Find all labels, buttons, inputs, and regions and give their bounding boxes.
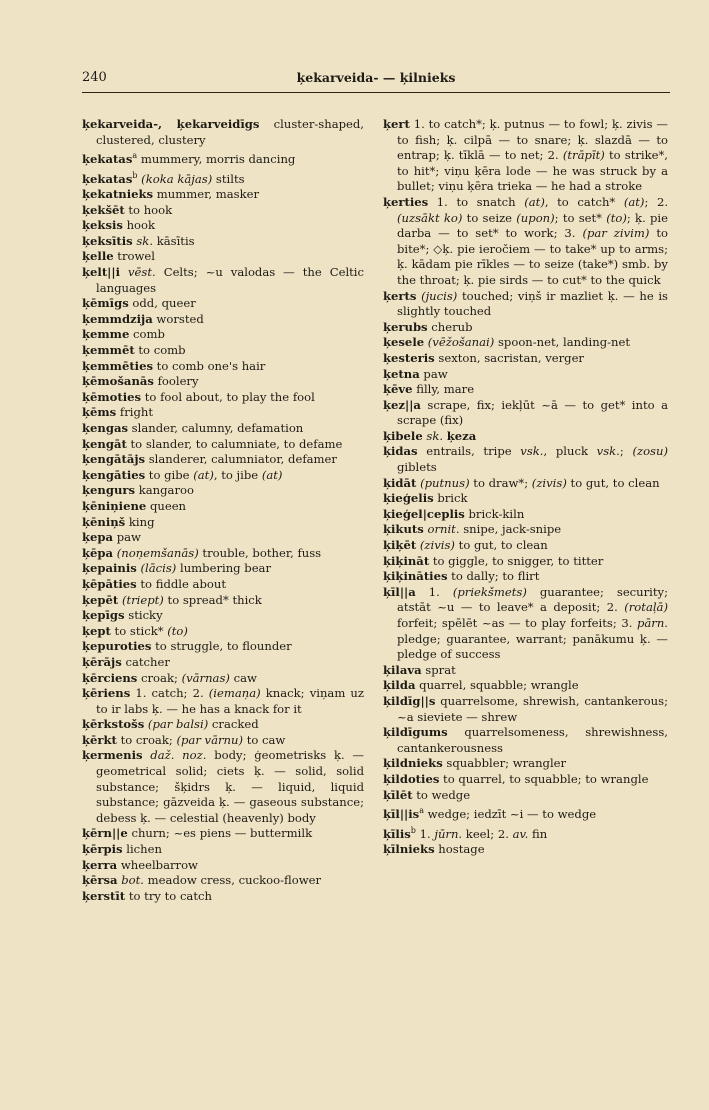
entry-headword: ķērājs	[82, 654, 122, 669]
entry-text: quarrel, squabble; wrangle	[415, 678, 579, 693]
dictionary-entry	[82, 515, 364, 531]
dictionary-entry	[82, 421, 364, 437]
dictionary-entry	[82, 671, 364, 687]
entry-label-italic: vsk.	[596, 444, 620, 459]
entry-headword: ķemmēties	[82, 358, 153, 373]
entry-text: to gibe	[145, 467, 194, 482]
entry-text: sticky	[124, 608, 163, 623]
entry-headword: ķerra	[82, 857, 118, 872]
entry-text: to giggle, to snigger, to titter	[429, 553, 604, 568]
entry-label-italic: (zivis)	[531, 475, 567, 490]
entry-text: comb	[129, 327, 165, 342]
entry-headword: ķēmošanās	[82, 374, 154, 389]
entry-label-italic: vēst.	[128, 265, 156, 280]
dictionary-entry	[82, 483, 364, 499]
running-head: ķekarveida- — ķilnieks	[296, 70, 456, 85]
entry-text: to seize	[462, 210, 517, 225]
dictionary-entry	[82, 296, 364, 312]
entry-text: , to catch*	[544, 194, 624, 209]
entry-text: slanderer, calumniator, defamer	[145, 452, 337, 467]
dictionary-entry	[82, 546, 364, 562]
entry-headword: ķengāties	[82, 467, 146, 482]
entry-headword: ķept	[82, 623, 111, 638]
entry-headword: ķengas	[82, 421, 128, 435]
entry-text: kāsītis	[153, 233, 195, 248]
dictionary-entry	[82, 405, 364, 421]
entry-text: queen	[146, 498, 187, 513]
entry-text: fin	[528, 826, 548, 841]
dictionary-entry	[383, 725, 668, 756]
entry-headword: ķekatnieks	[82, 187, 154, 202]
header-rule	[82, 92, 670, 93]
entry-text: trouble, bother, fuss	[198, 545, 322, 560]
entry-text: trowel	[113, 249, 155, 264]
dictionary-entry	[82, 218, 364, 234]
dictionary-entry	[383, 569, 668, 585]
dictionary-entry	[82, 249, 364, 265]
entry-text: lumbering bear	[176, 561, 272, 576]
entry-label-italic: (zivis)	[419, 538, 455, 553]
entry-label-italic: (upon)	[516, 210, 555, 225]
entry-headword: ķēmoties	[82, 389, 142, 404]
entry-text: paw	[113, 530, 141, 545]
dictionary-entry	[82, 187, 364, 203]
entry-label-italic: (putnus)	[420, 475, 470, 490]
entry-text: knack; viņam uz to ir labs ķ. — he has a knack for it	[96, 686, 365, 716]
dictionary-entry	[82, 639, 364, 655]
dictionary-entry	[82, 452, 364, 468]
entry-text: to comb one's hair	[152, 358, 266, 373]
entry-text: to strike*, to hit*; viņu ķēra lode — he was struck by a bullet; viņu ķēra trieka — he had a stroke	[397, 148, 668, 194]
dictionary-entry	[82, 577, 364, 593]
dictionary-entry	[383, 788, 668, 804]
entry-label-italic: (par balsi)	[147, 717, 209, 732]
entry-label-italic: (at)	[193, 467, 214, 482]
dictionary-entry	[383, 678, 668, 694]
entry-headword: ķerts	[383, 288, 417, 303]
dictionary-entry	[82, 168, 364, 187]
entry-text: Celts; ~u valodas — the Celtic languages	[96, 265, 365, 295]
entry-headword: ķildnieks	[383, 756, 443, 771]
entry-headword: ķērkstošs	[82, 717, 145, 732]
entry-text: , to jibe	[213, 467, 262, 482]
entry-label-italic: (uzsākt ko)	[397, 210, 463, 225]
entry-text: to fiddle about	[136, 576, 226, 591]
entry-text: to spread* thick	[163, 592, 262, 607]
dictionary-entry	[383, 476, 668, 492]
dictionary-entry	[383, 663, 668, 679]
entry-headword: ķilava	[383, 662, 422, 677]
entry-text: cracked	[208, 717, 259, 732]
entry-label-italic: (at)	[261, 467, 283, 482]
entry-text: kangaroo	[135, 483, 194, 498]
entry-label-italic: ornit.	[427, 522, 460, 537]
entry-headword: ķepuroties	[82, 639, 152, 654]
entry-label-italic: (par zivim)	[582, 226, 650, 241]
entry-headword: ķēriens	[82, 686, 131, 701]
entry-text: ;	[619, 444, 633, 459]
entry-text: mummer, masker	[153, 187, 260, 202]
entry-headword: ķeksītis	[82, 233, 133, 248]
dictionary-entry	[82, 733, 364, 749]
entry-text: 1.	[415, 584, 453, 599]
entry-headword: ķengātājs	[82, 452, 146, 467]
entry-text: brick-kiln	[464, 506, 525, 521]
entry-headword: ķepa	[82, 530, 114, 545]
entry-text: body; ģeometrisks ķ. — geometrical solid; ciets ķ. — solid, solid substance; šķidrs ķ. — liquid, liquid substance; gāzveida ķ. — gaseous substance; debess ķ. — celestial (heavenly) body	[96, 748, 365, 825]
entry-text: scrape, fix; iekļūt ~ā — to get* into a scrape (fix)	[397, 397, 668, 428]
dictionary-entry	[82, 858, 364, 874]
entry-text: ; to set*	[554, 210, 607, 225]
dictionary-entry	[82, 343, 364, 359]
entry-headword: ķekšēt	[82, 202, 125, 217]
dictionary-entry	[383, 585, 668, 663]
entry-headword: ķīl||is	[383, 806, 420, 821]
entry-headword: ķerstīt	[82, 888, 126, 903]
entry-headword: ķieģel|ceplis	[383, 506, 465, 521]
entry-headword: ķīlēt	[383, 787, 413, 802]
entry-headword: ķekatas	[82, 171, 133, 186]
dictionary-entry	[383, 398, 668, 429]
entry-text: king	[125, 514, 155, 529]
page-number: 240	[82, 70, 107, 85]
entry-headword: ķesele	[383, 335, 425, 350]
entry-text: to struggle, to flounder	[151, 639, 292, 654]
entry-headword: ķiķēt	[383, 538, 417, 553]
entry-label-italic: (vēžošanai)	[427, 335, 495, 350]
dictionary-entry	[383, 117, 668, 195]
entry-text: to quarrel, to squabble; to wrangle	[439, 771, 649, 786]
entry-label-italic: jūrn.	[434, 826, 463, 841]
entry-headword: ķez||a	[383, 397, 421, 412]
entry-label-italic: (to)	[606, 210, 627, 225]
entry-headword: ķengurs	[82, 483, 136, 498]
dictionary-entry	[383, 507, 668, 523]
entry-text: to gut, to clean	[454, 538, 548, 553]
entry-label-italic: daž. noz.	[150, 748, 207, 763]
dictionary-entry	[82, 374, 364, 390]
dictionary-entry	[383, 823, 668, 842]
entry-label-italic: (koka kājas)	[141, 171, 213, 186]
dictionary-entry	[82, 608, 364, 624]
dictionary-entry	[82, 327, 364, 343]
dictionary-entry	[383, 803, 668, 822]
entry-text: hook	[122, 218, 156, 233]
entry-text: slander, calumny, defamation	[128, 421, 304, 435]
dictionary-entry	[82, 842, 364, 858]
entry-text: guarantee; security; atstāt ~u — to leave* a deposit; 2.	[397, 584, 668, 615]
dictionary-entry	[82, 561, 364, 577]
dictionary-entry	[383, 694, 668, 725]
entry-text: keel; 2.	[462, 826, 513, 841]
entry-headword: ķelt||i	[82, 265, 121, 280]
entry-headword: ķērsa	[82, 873, 118, 888]
entry-text: , pluck	[543, 444, 597, 459]
dictionary-entry	[383, 195, 668, 289]
entry-text: 1. to snatch	[428, 194, 525, 209]
dictionary-entry	[82, 390, 364, 406]
dictionary-entry	[383, 320, 668, 336]
entry-headword: ķidāt	[383, 475, 417, 490]
entry-label-italic: (to)	[167, 623, 188, 638]
entry-headword: ķēniņiene	[82, 498, 147, 513]
entry-text: cherub	[427, 319, 473, 334]
entry-headword: ķepēt	[82, 592, 119, 607]
entry-headword: ķēmīgs	[82, 296, 129, 311]
entry-label-italic: (lācis)	[140, 561, 177, 576]
left-column	[82, 117, 364, 904]
entry-text: lichen	[122, 842, 162, 857]
dictionary-entry	[383, 444, 668, 475]
dictionary-entry	[82, 624, 364, 640]
dictionary-entry	[82, 826, 364, 842]
entry-headword: ķērpis	[82, 842, 123, 857]
entry-headword: ķilda	[383, 678, 416, 693]
dictionary-entry	[383, 756, 668, 772]
entry-text: sprat	[421, 662, 456, 677]
entry-label-italic: vsk.	[520, 444, 544, 459]
entry-label-italic: (priekšmets)	[452, 584, 527, 599]
entry-headword: ķikuts	[383, 522, 424, 537]
dictionary-entry	[383, 335, 668, 351]
entry-text: 1. catch; 2.	[130, 686, 209, 701]
entry-headword: ķēms	[82, 405, 117, 420]
dictionary-entry	[82, 234, 364, 250]
dictionary-entry	[82, 748, 364, 826]
dictionary-entry	[383, 538, 668, 554]
entry-text: brick	[433, 491, 468, 506]
entry-text: to draw*;	[469, 475, 532, 490]
dictionary-entry	[383, 554, 668, 570]
entry-text: paw	[419, 366, 448, 381]
homonym-index: b	[132, 170, 138, 180]
entry-headword: ķekarveida-, ķekarveidīgs	[82, 117, 260, 131]
entry-label-italic: sk.	[426, 428, 444, 443]
dictionary-entry	[82, 468, 364, 484]
entry-text: churn; ~es piens — buttermilk	[127, 826, 313, 841]
entry-text: pledge; guarantee, warrant; panākumu ķ. — pledge of success	[397, 631, 668, 662]
entry-text: to try to catch	[125, 888, 212, 903]
entry-text: sexton, sacristan, verger	[434, 350, 584, 365]
entry-headword: ķepīgs	[82, 608, 125, 623]
dictionary-entry	[82, 265, 364, 296]
entry-headword: ķermenis	[82, 748, 143, 763]
entry-headword: ķērn||e	[82, 826, 128, 841]
entry-text: 1. to catch*; ķ. putnus — to fowl; ķ. zivis — to fish; ķ. cilpā — to snare; ķ. slazdā — to entrap; ķ. tīklā — to net; 2.	[397, 117, 668, 163]
entry-text: hostage	[434, 842, 485, 857]
entry-text: mummery, morris dancing	[137, 152, 296, 167]
entry-headword: ķēve	[383, 382, 413, 397]
entry-text: touched; viņš ir mazliet ķ. — he is slightly touched	[397, 288, 668, 319]
entry-crossref: ķeza	[446, 428, 477, 443]
entry-headword: ķerties	[383, 194, 429, 209]
dictionary-entry	[383, 491, 668, 507]
entry-headword: ķildīgums	[383, 725, 448, 740]
dictionary-entry	[82, 499, 364, 515]
dictionary-entry	[82, 717, 364, 733]
entry-headword: ķemme	[82, 327, 130, 342]
entry-text: to wedge	[412, 787, 471, 802]
entry-text: to hook	[124, 202, 173, 217]
entry-headword: ķieģelis	[383, 491, 434, 506]
dictionary-entry	[82, 530, 364, 546]
entry-label-italic: (at)	[524, 194, 545, 209]
entry-headword: ķemmdzija	[82, 311, 153, 326]
entry-headword: ķert	[383, 117, 410, 131]
entry-text: stilts	[212, 171, 245, 186]
entry-headword: ķiķināt	[383, 553, 430, 568]
dictionary-entry	[82, 148, 364, 167]
entry-text: odd, queer	[128, 296, 196, 311]
entry-label-italic: (jucis)	[421, 288, 458, 303]
entry-text: to stick*	[110, 623, 168, 638]
entry-label-italic: (vārnas)	[181, 670, 230, 685]
dictionary-entry	[82, 437, 364, 453]
entry-text: to gut, to clean	[566, 475, 660, 490]
entry-headword: ķerubs	[383, 319, 428, 334]
dictionary-entry	[82, 889, 364, 905]
entry-label-italic: sk.	[136, 233, 154, 248]
entry-headword: ķelle	[82, 249, 114, 264]
entry-headword: ķērciens	[82, 670, 138, 685]
entry-label-italic: (at)	[623, 194, 645, 209]
entry-text: to slander, to calumniate, to defame	[126, 436, 343, 451]
entry-headword: ķiķināties	[383, 569, 448, 584]
dictionary-entry	[383, 351, 668, 367]
homonym-index: b	[410, 825, 416, 835]
entry-headword: ķēniņš	[82, 514, 126, 529]
entry-text: spoon-net, landing-net	[494, 335, 631, 350]
right-column	[383, 117, 668, 858]
entry-headword: ķērkt	[82, 732, 117, 747]
entry-text: worsted	[152, 311, 204, 326]
entry-label-italic: (par vārnu)	[176, 732, 244, 747]
dictionary-entry	[383, 367, 668, 383]
homonym-index: a	[419, 806, 424, 816]
entry-text: forfeit; spēlēt ~as — to play forfeits; 3.	[397, 616, 637, 630]
dictionary-entry	[383, 772, 668, 788]
entry-text: to fool about, to play the fool	[141, 389, 315, 404]
homonym-index: a	[132, 151, 138, 161]
entry-text: to bite*; ◇ķ. pie ieročiem — to take* up to arms; ķ. kādam pie rīkles — to seize (take*) smb. by the throat; ķ. pie sirds — to cut* to the quick	[397, 226, 668, 287]
dictionary-entry	[82, 686, 364, 717]
entry-headword: ķemmēt	[82, 343, 135, 358]
entry-headword: ķēpāties	[82, 576, 137, 591]
entry-text: foolery	[153, 374, 199, 389]
dictionary-entry	[82, 203, 364, 219]
entry-headword: ķildīg||s	[383, 693, 436, 708]
entry-text: to comb	[134, 343, 186, 358]
entry-text: 1.	[415, 826, 435, 841]
entry-headword: ķekatas	[82, 152, 133, 167]
entry-text: croak;	[137, 670, 182, 685]
entry-text: fright	[116, 405, 153, 420]
entry-text: ; ķ. pie darba — to set* to work; 3.	[397, 210, 668, 241]
entry-headword: ķīlis	[383, 826, 411, 841]
entry-text: to dally; to flirt	[447, 569, 540, 584]
entry-headword: ķetna	[383, 366, 420, 381]
entry-text: giblets	[397, 460, 437, 475]
entry-text: catcher	[121, 654, 170, 669]
entry-label-italic: (triept)	[121, 592, 164, 607]
dictionary-entry	[383, 382, 668, 398]
entry-text: filly, mare	[412, 382, 475, 397]
entry-text: wheelbarrow	[117, 857, 198, 872]
entry-label-italic: (trāpīt)	[562, 148, 605, 163]
page-header	[82, 68, 670, 92]
entry-label-italic: (zosu)	[632, 444, 668, 459]
entry-text: wedge; iedzīt ~i — to wedge	[424, 806, 597, 821]
dictionary-entry	[383, 289, 668, 320]
entry-headword: ķīl||a	[383, 584, 416, 599]
entry-text: entrails, tripe	[417, 444, 521, 459]
entry-label-italic: (noņemšanās)	[116, 545, 199, 560]
entry-text: squabbler; wrangler	[442, 756, 567, 771]
entry-text: quarrelsome, shrewish, cantankerous; ~a sieviete — shrew	[397, 693, 668, 724]
dictionary-entry	[383, 842, 668, 858]
entry-headword: ķīlnieks	[383, 842, 435, 857]
entry-label-italic: (iemaņa)	[208, 686, 261, 701]
entry-headword: ķidas	[383, 444, 418, 459]
entry-headword: ķēpa	[82, 545, 114, 560]
dictionary-entry	[82, 117, 364, 148]
entry-label-italic: (rotaļā)	[624, 600, 668, 615]
entry-label-italic: bot.	[121, 873, 144, 888]
entry-text: to caw	[243, 732, 286, 747]
entry-text: ; 2.	[644, 194, 669, 209]
entry-headword: ķepainis	[82, 561, 137, 576]
dictionary-entry	[383, 429, 668, 445]
entry-text: caw	[229, 670, 257, 685]
entry-text	[120, 265, 128, 279]
entry-text: quarrelsomeness, shrewishness, cantankerousness	[397, 725, 668, 755]
entry-label-italic: pārn.	[636, 616, 668, 630]
dictionary-entry	[82, 593, 364, 609]
entry-headword: ķengāt	[82, 436, 127, 451]
entry-headword: ķibele	[383, 428, 423, 443]
dictionary-entry	[82, 873, 364, 889]
entry-headword: ķildoties	[383, 771, 440, 786]
entry-text: meadow cress, cuckoo-flower	[144, 873, 322, 888]
dictionary-entry	[82, 655, 364, 671]
entry-headword: ķeksis	[82, 218, 123, 233]
dictionary-entry	[82, 312, 364, 328]
dictionary-entry	[383, 522, 668, 538]
entry-text: cluster-shaped, clustered, clustery	[96, 117, 364, 147]
entry-text: snipe, jack-snipe	[459, 522, 562, 537]
entry-text: to croak;	[116, 732, 177, 747]
entry-headword: ķesteris	[383, 350, 435, 365]
dictionary-entry	[82, 359, 364, 375]
entry-label-italic: av.	[512, 826, 529, 841]
